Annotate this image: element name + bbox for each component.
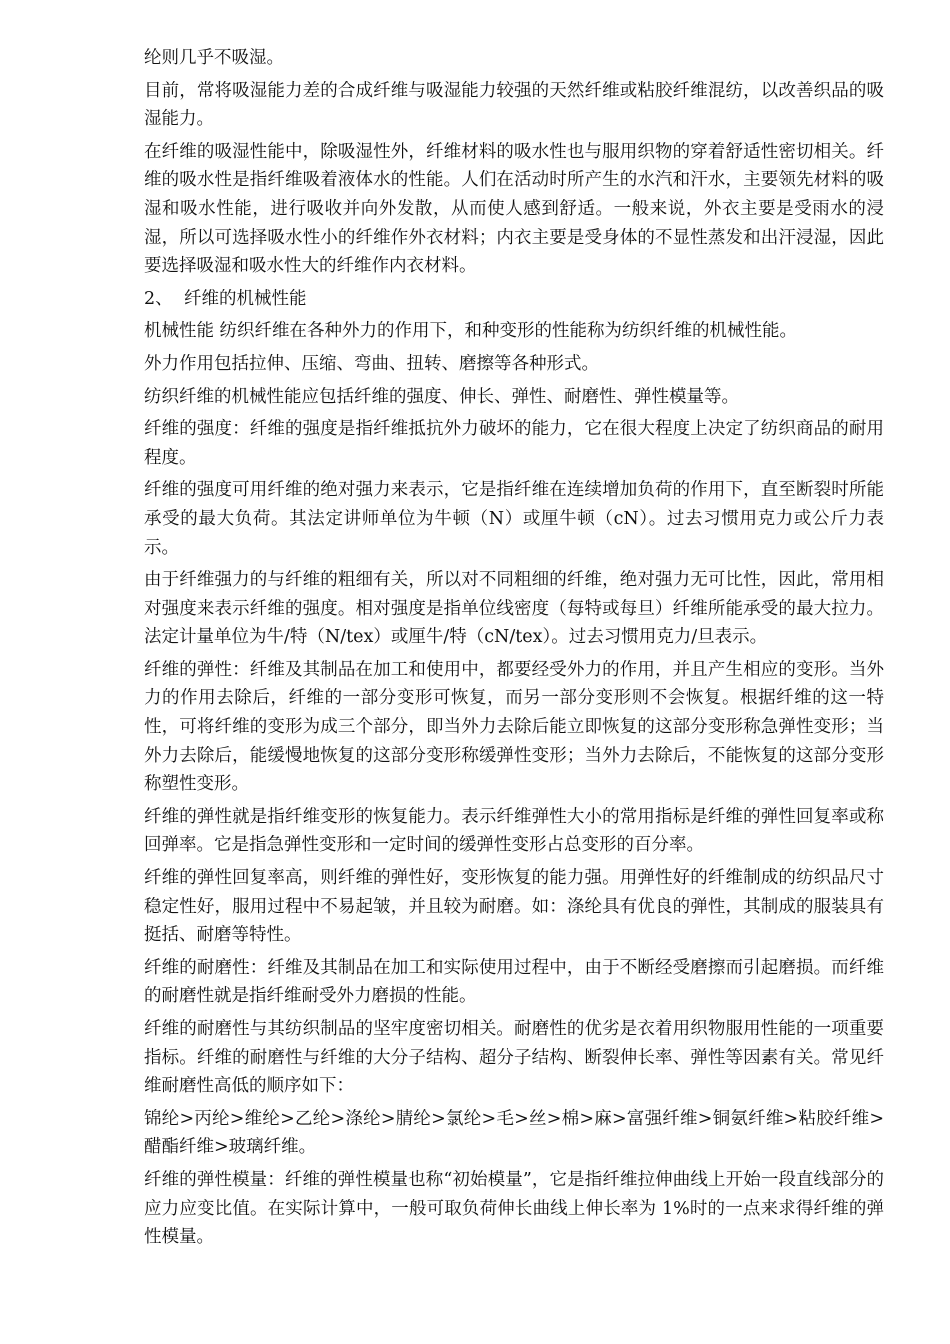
paragraph: 目前，常将吸湿能力差的合成纤维与吸湿能力较强的天然纤维或粘胶纤维混纺，以改善织品的吸湿能力。 (144, 80, 884, 130)
paragraph: 纤维的强度可用纤维的绝对强力来表示，它是指纤维在连续增加负荷的作用下，直至断裂时所能承受的最大负荷。其法定讲师单位为牛顿（N）或厘牛顿（cN）。过去习惯用克力或公斤力表示。 (144, 480, 884, 558)
section-heading (144, 285, 884, 314)
paragraph: 纺织纤维的机械性能应包括纤维的强度、伸长、弹性、耐磨性、弹性模量等。 (144, 386, 739, 407)
paragraph: 锦纶>丙纶>维纶>乙纶>涤纶>腈纶>氯纶>毛>丝>棉>麻>富强纤维>铜氨纤维>粘胶纤维>醋酯纤维>玻璃纤维。 (144, 1108, 884, 1158)
paragraph: 纤维的弹性模量：纤维的弹性模量也称“初始模量”，它是指纤维拉伸曲线上开始一段直线部分的应力应变比值。在实际计算中，一般可取负荷伸长曲线上伸长率为 1%时的一点来求得纤维的弹性模量。 (144, 1169, 884, 1248)
paragraph: 纤维的弹性：纤维及其制品在加工和使用中，都要经受外力的作用，并且产生相应的变形。当外力的作用去除后，纤维的一部分变形可恢复，而另一部分变形则不会恢复。根据纤维的这一特性，可将纤维的变形为成三个部分，即当外力去除后能立即恢复的这部分变形称急弹性变形；当外力去除后，能缓慢地恢复的这部分变形称缓弹性变形；当外力去除后，不能恢复的这部分变形称塑性变形。 (144, 659, 884, 795)
paragraph: 外力作用包括拉伸、压缩、弯曲、扭转、磨擦等各种形式。 (144, 353, 599, 374)
paragraph: 纤维的弹性回复率高，则纤维的弹性好，变形恢复的能力强。用弹性好的纤维制成的纺织品尺寸稳定性好，服用过程中不易起皱，并且较为耐磨。如：涤纶具有优良的弹性，其制成的服装具有挺括、耐磨等特性。 (144, 868, 884, 946)
paragraph: 机械性能 纺织纤维在各种外力的作用下，和种变形的性能称为纺织纤维的机械性能。 (144, 321, 798, 342)
paragraph: 在纤维的吸湿性能中，除吸湿性外，纤维材料的吸水性也与服用织物的穿着舒适性密切相关。纤维的吸水性是指纤维吸着液体水的性能。人们在活动时所产生的水汽和汗水，主要领先材料的吸湿和吸水性能，进行吸收并向外发散，从而使人感到舒适。一般来说，外衣主要是受雨水的浸湿，所以可选择吸水性小的纤维作外衣材料；内衣主要是受身体的不显性蒸发和出汗浸湿，因此要选择吸湿和吸水性大的纤维作内衣材料。 (144, 141, 884, 277)
paragraph: 纤维的耐磨性与其纺织制品的坚牢度密切相关。耐磨性的优劣是衣着用织物服用性能的一项重要指标。纤维的耐磨性与纤维的大分子结构、超分子结构、断裂伸长率、弹性等因素有关。常见纤维耐磨性高低的顺序如下： (144, 1019, 884, 1097)
paragraph: 纤维的弹性就是指纤维变形的恢复能力。表示纤维弹性大小的常用指标是纤维的弹性回复率或称回弹率。它是指急弹性变形和一定时间的缓弹性变形占总变形的百分率。 (144, 806, 884, 856)
document-body (144, 44, 884, 1256)
paragraph: 由于纤维强力的与纤维的粗细有关，所以对不同粗细的纤维，绝对强力无可比性，因此，常用相对强度来表示纤维的强度。相对强度是指单位线密度（每特或每旦）纤维所能承受的最大拉力。法定计量单位为牛/特（N/tex）或厘牛/特（cN/tex）。过去习惯用克力/旦表示。 (144, 570, 884, 648)
section-title: 纤维的机械性能 (184, 288, 307, 309)
paragraph: 纤维的强度：纤维的强度是指纤维抵抗外力破坏的能力，它在很大程度上决定了纺织商品的耐用程度。 (144, 419, 884, 468)
section-number: 2、 (144, 288, 173, 309)
paragraph: 纶则几乎不吸湿。 (144, 48, 284, 68)
paragraph: 纤维的耐磨性：纤维及其制品在加工和实际使用过程中，由于不断经受磨擦而引起磨损。而纤维的耐磨性就是指纤维耐受外力磨损的性能。 (144, 957, 884, 1007)
